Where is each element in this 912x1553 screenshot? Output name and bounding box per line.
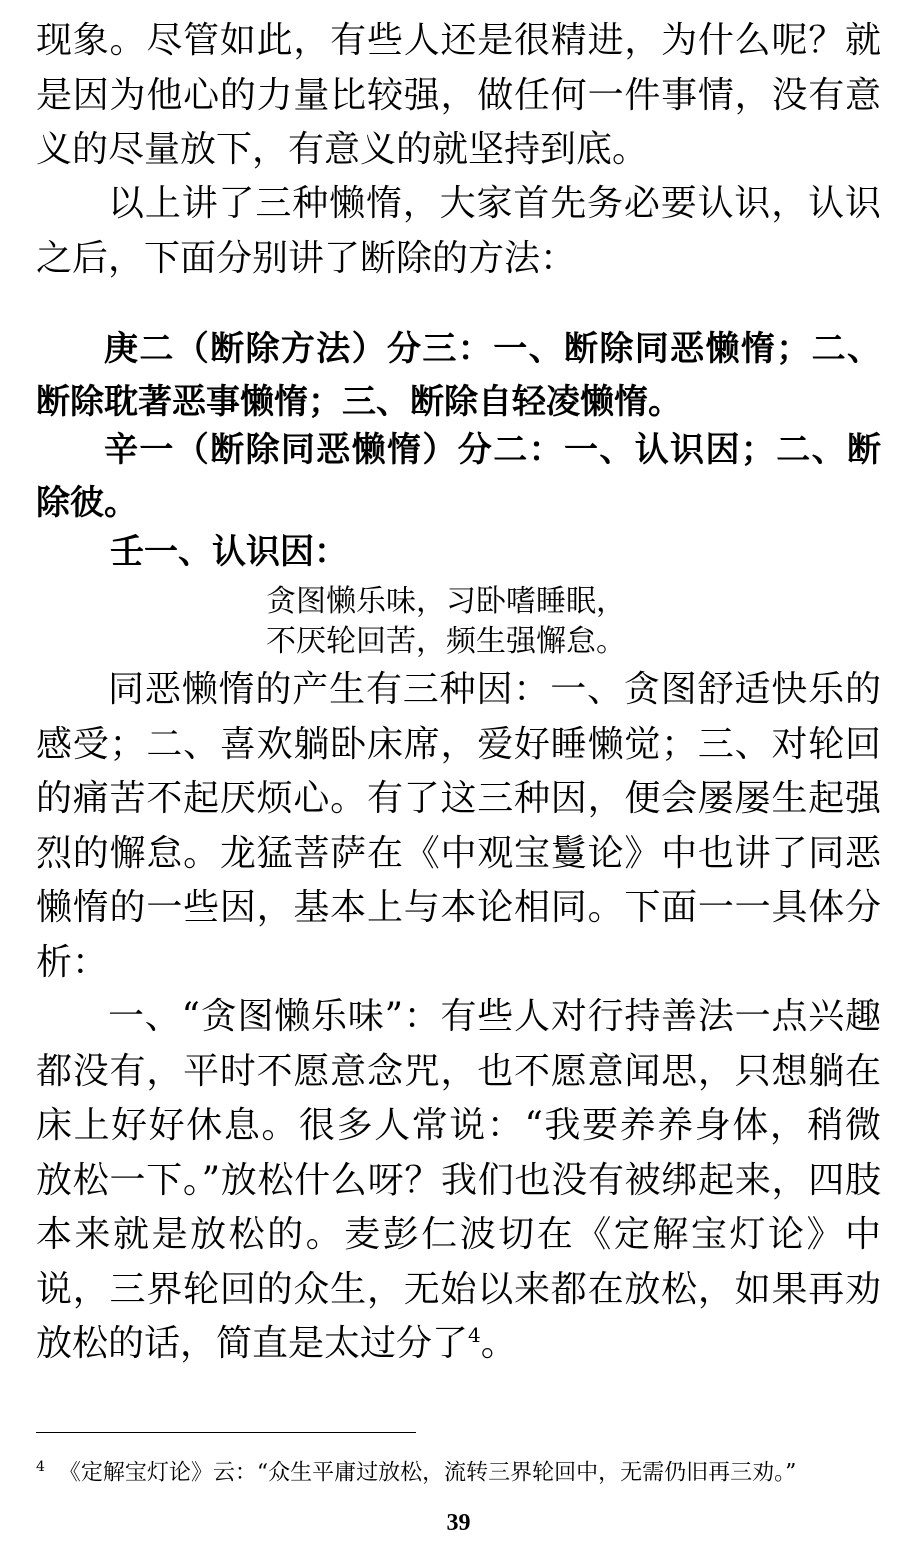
verse-line-1: 贪图懒乐味，习卧嗜睡眠，	[266, 584, 626, 619]
paragraph-4-text: 一、“贪图懒乐味”：有些人对行持善法一点兴趣都没有，平时不愿意念咒，也不愿意闻思，只想躺在床上好好休息。很多人常说：“我要养养身体，稍微放松一下。”放松什么呀？我们也没有被绑起来，四肢本来就是放松的。麦彭仁波切在《定解宝灯论》中说，三界轮回的众生，无始以来都在放松，如果再劝放松的话，简直是太过分了	[36, 996, 881, 1364]
paragraph-4	[36, 990, 881, 1372]
verse-line-2: 不厌轮回苦，频生强懈怠。	[266, 624, 626, 659]
footnote-mark: 4	[36, 1459, 45, 1475]
page-number: 39	[446, 1510, 471, 1536]
paragraph-1: 现象。尽管如此，有些人还是很精进，为什么呢？就是因为他心的力量比较强，做任何一件事情，没有意义的尽量放下，有意义的就坚持到底。	[36, 20, 881, 170]
footnote	[36, 1452, 881, 1488]
section-heading-ren1: 壬一、认识因：	[110, 532, 348, 572]
section-heading-geng2: 庚二（断除方法）分三：一、断除同恶懒惰；二、断除耽著恶事懒惰；三、断除自轻凌懒惰。	[36, 329, 881, 422]
paragraph-2: 以上讲了三种懒惰，大家首先务必要认识，认识之后，下面分别讲了断除的方法：	[36, 183, 881, 279]
paragraph-3: 同恶懒惰的产生有三种因：一、贪图舒适快乐的感受；二、喜欢躺卧床席，爱好睡懒觉；三、对轮回的痛苦不起厌烦心。有了这三种因，便会屡屡生起强烈的懈怠。龙猛菩萨在《中观宝鬘论》中也讲了同恶懒惰的一些因，基本上与本论相同。下面一一具体分析：	[36, 669, 881, 983]
section-heading-xin1: 辛一（断除同恶懒惰）分二：一、认识因；二、断除彼。	[36, 430, 881, 523]
footnote-text: 《定解宝灯论》云：“众生平庸过放松，流转三界轮回中，无需仍旧再三劝。”	[58, 1460, 797, 1486]
footnote-divider	[36, 1432, 416, 1433]
paragraph-4-end: 。	[480, 1323, 517, 1364]
document-page	[36, 0, 881, 1553]
footnote-reference[interactable]: 4	[468, 1323, 481, 1347]
